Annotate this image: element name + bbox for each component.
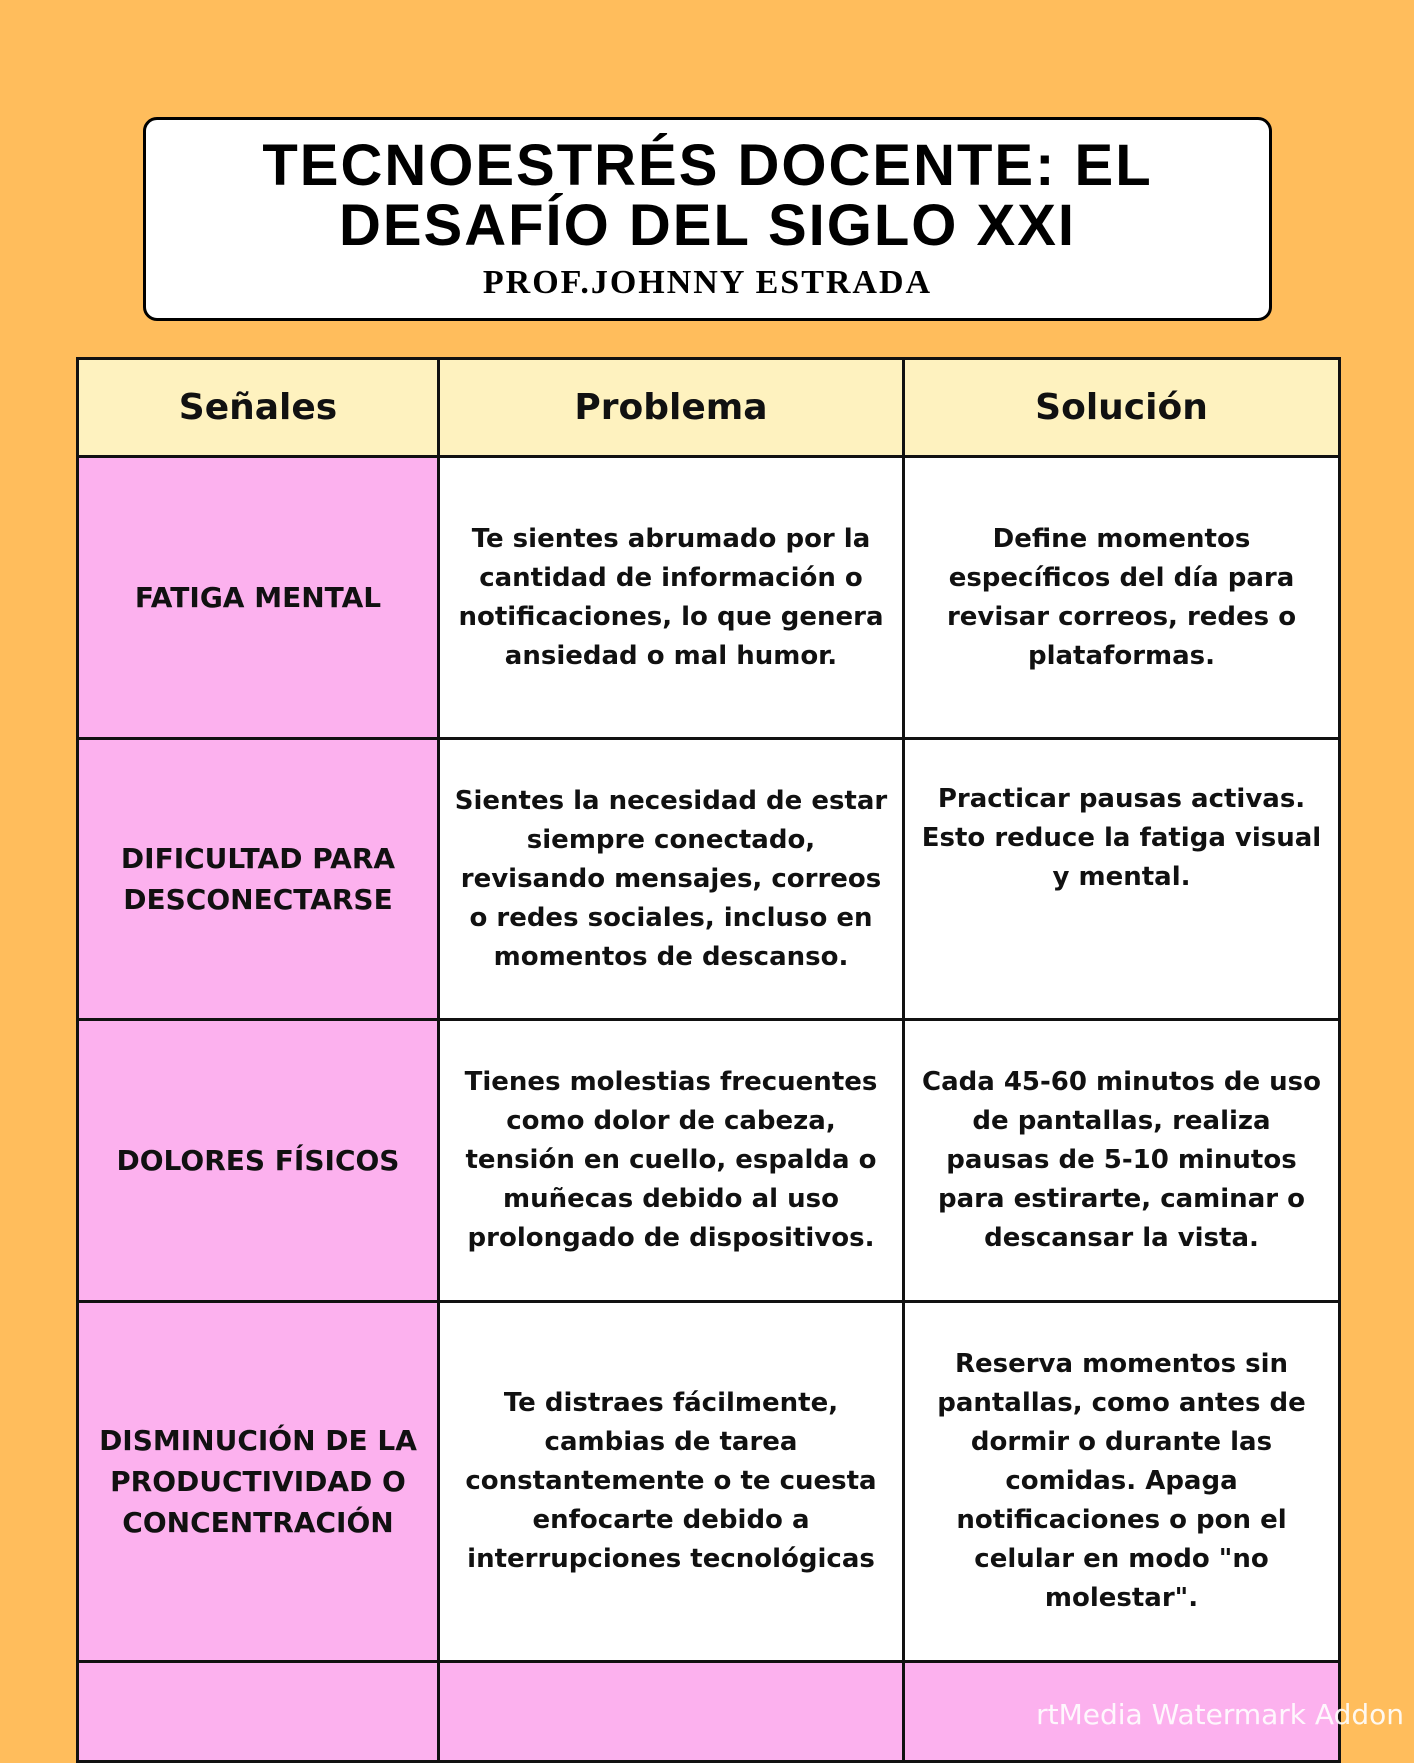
column-header-problem: Problema <box>439 359 904 457</box>
technostress-table <box>76 357 1341 1763</box>
column-header-solution: Solución <box>904 359 1340 457</box>
solution-cell: Define momentos específicos del día para revisar correos, redes o plataformas. <box>904 457 1340 739</box>
table-row <box>78 1020 1340 1302</box>
problem-cell: Sientes la necesidad de estar siempre conectado, revisando mensajes, correos o redes sociales, incluso en momentos de descanso. <box>439 739 904 1020</box>
solution-cell: Cada 45-60 minutos de uso de pantallas, realiza pausas de 5-10 minutos para estirarte, caminar o descansar la vista. <box>904 1020 1340 1302</box>
signal-cell: DIFICULTAD PARA DESCONECTARSE <box>78 739 439 1020</box>
problem-cell: Tienes molestias frecuentes como dolor de cabeza, tensión en cuello, espalda o muñecas debido al uso prolongado de dispositivos. <box>439 1020 904 1302</box>
watermark: rtMedia Watermark Addon <box>1036 1698 1404 1731</box>
signal-cell: DOLORES FÍSICOS <box>78 1020 439 1302</box>
table-row <box>78 1302 1340 1662</box>
column-header-signals: Señales <box>78 359 439 457</box>
solution-cell: Practicar pausas activas. Esto reduce la fatiga visual y mental. <box>904 739 1340 1020</box>
title-box <box>143 117 1272 321</box>
solution-cell: Reserva momentos sin pantallas, como antes de dormir o durante las comidas. Apaga notificaciones o pon el celular en modo "no molestar". <box>904 1302 1340 1662</box>
empty-cell <box>439 1662 904 1762</box>
table-row <box>78 457 1340 739</box>
signal-cell: FATIGA MENTAL <box>78 457 439 739</box>
problem-cell: Te distraes fácilmente, cambias de tarea constantemente o te cuesta enfocarte debido a interrupciones tecnológicas <box>439 1302 904 1662</box>
empty-cell <box>78 1662 439 1762</box>
problem-cell: Te sientes abrumado por la cantidad de información o notificaciones, lo que genera ansiedad o mal humor. <box>439 457 904 739</box>
page-title <box>146 133 1269 258</box>
table-header-row <box>78 359 1340 457</box>
title-line-2: DESAFÍO DEL SIGLO XXI <box>338 193 1077 258</box>
author: PROF.JOHNNY ESTRADA <box>482 264 933 301</box>
signal-cell: DISMINUCIÓN DE LA PRODUCTIVIDAD O CONCENTRACIÓN <box>78 1302 439 1662</box>
title-line-1: TECNOESTRÉS DOCENTE: EL <box>262 133 1153 198</box>
table-row <box>78 739 1340 1020</box>
